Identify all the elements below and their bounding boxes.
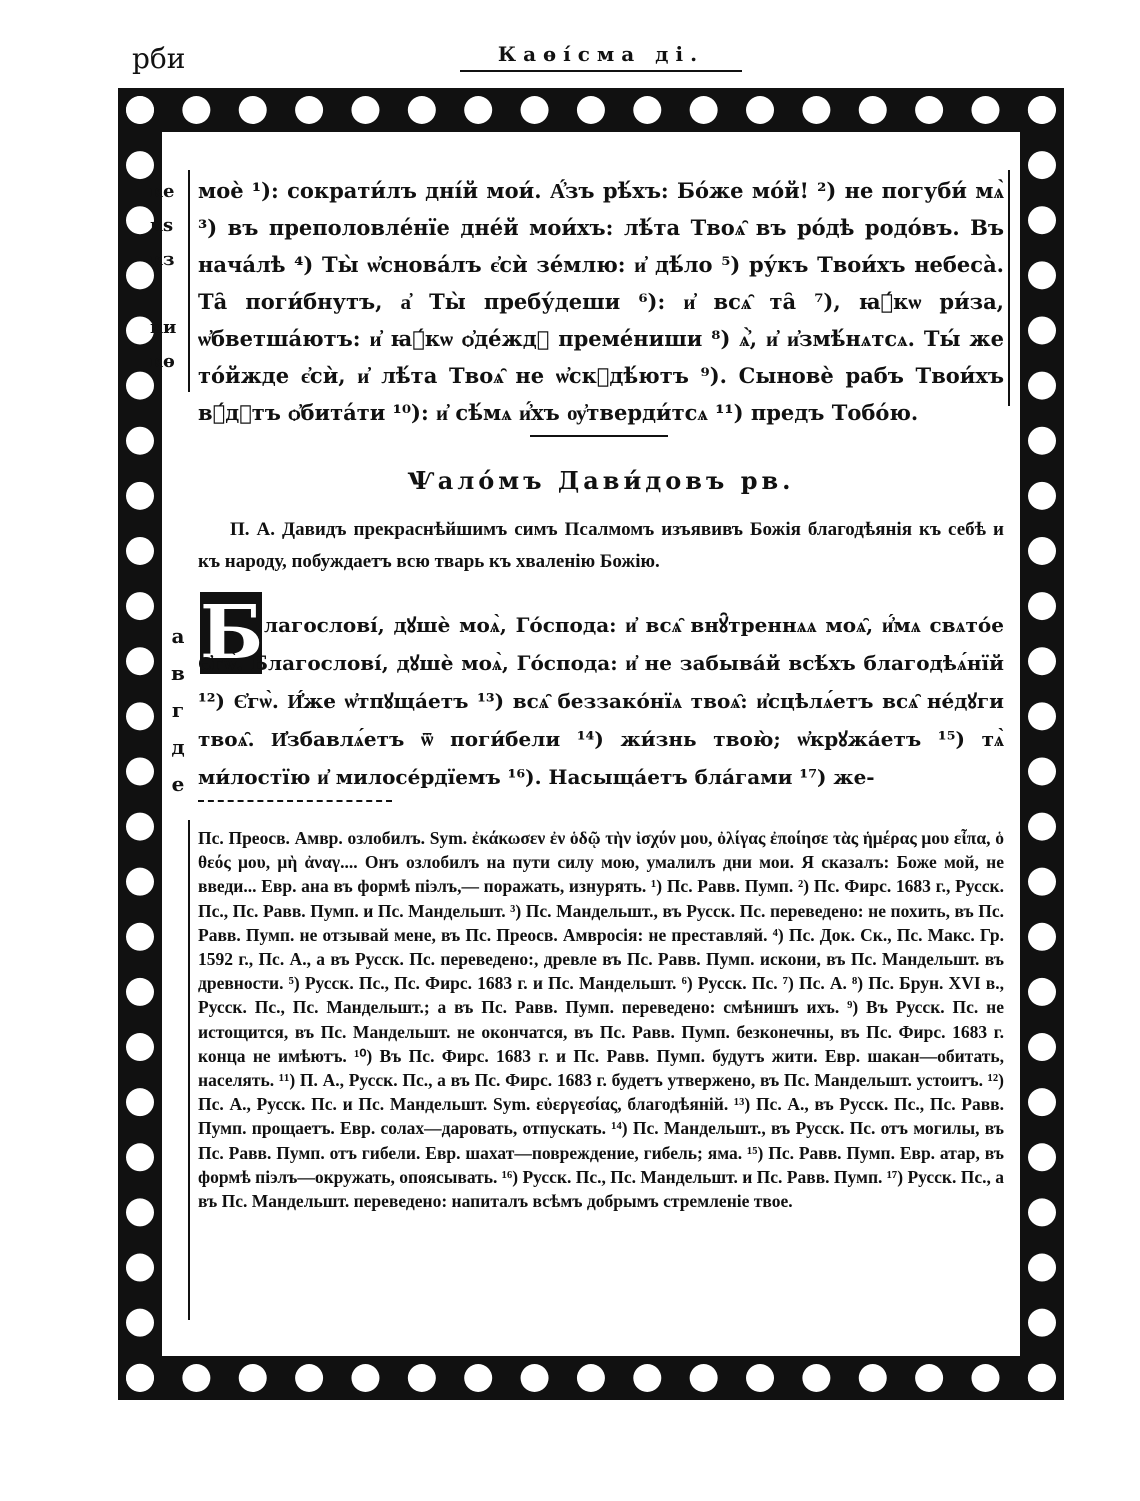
psalm-verses [198, 606, 1004, 796]
verse-number: кѕ [150, 215, 174, 236]
verse-number: кз [150, 249, 175, 270]
psalm-continuation-text: моѐ ¹): сократи́лъ дні́й мои́. А҆́зъ рѣ́хъ: Бо́же мо́й! ²) не погуби́ мѧ̀ ³) въ преполовле́нїе дне́й мои́хъ: лѣ́та Твоѧ̑ въ ро́дѣ родо́въ. Въ нача́лѣ ⁴) Ты̀ ѡ҆снова́лъ є҆сѝ зе́млю: и҆ дѣ́ло ⁵) ру́къ Твои́хъ небеса̀. Та̑ поги́бнутъ, а҆ Ты̀ пребу́деши ⁶): и҆ всѧ̑ та̑ ⁷), ꙗ҆́кѡ ри́за, ѡ҆бветша́ютъ: и҆ ꙗ҆́кѡ ѻ҆де́ждꙋ преме́ниши ⁸) ѧ҆̀, и҆ и҆змѣ́нѧтсѧ. Ты́ же то́йжде є҆сѝ, и҆ лѣ́та Твоѧ̑ не ѡ҆скꙋдѣ́ютъ ⁹). Сыновѐ рабъ Твои́хъ вꙋ́дꙋтъ ѻ҆бита́ти ¹⁰): и҆ сѣ́мѧ и҆́хъ ѹ҆тверди́тсѧ ¹¹) предъ Тобо́ю. [198, 178, 1004, 425]
psalm-continuation [198, 172, 1004, 431]
section-divider [530, 435, 668, 437]
verse-number: е [171, 772, 185, 796]
footnote-rule [198, 800, 392, 802]
verse-number: д [171, 735, 185, 759]
drop-cap-initial: Б [200, 590, 264, 676]
verse-number: кѳ [150, 351, 175, 372]
footnotes-text: Пс. Преосв. Амвр. озлобилъ. Sym. ἐκάκωσεν ἐν ὁδῷ τὴν ἰσχύν μου, ὀλίγας ἐποίησε τὰς ἡμέρας μου εἶπα, ὁ θεός μου, μὴ ἀναγ.... Онъ озлобилъ на пути силу мою, умалилъ дни мои. Я сказалъ: Боже мой, не введи... Евр. ана въ формѣ піэлъ,— поражать, изнурять. ¹) Пс. Равв. Пумп. ²) Пс. Фирс. 1683 г., Русск. Пс., Пс. Равв. Пумп. и Пс. Мандельшт. ³) Пс. Мандельшт., въ Русск. Пс. переведено: не похить, въ Пс. Равв. Пумп. не отзывай мене, въ Пс. Преосв. Амвросія: не преставляй. ⁴) Пс. Док. Ск., Пс. Макс. Гр. 1592 г., Пс. А., а въ Русск. Пс. переведено:, древле въ Пс. Равв. Пумп. искони, въ Пс. Мандельшт. въ древности. ⁵) Русск. Пс., Пс. Фирс. 1683 г. и Пс. Мандельшт. ⁶) Русск. Пс. ⁷) Пс. А. ⁸) Пс. Брун. XVI в., Русск. Пс., Пс. Мандельшт.; а въ Пс. Равв. Пумп. переведено: смѣнишъ ихъ. ⁹) Въ Русск. Пс. не истощится, въ Пс. Мандельшт. не окончатся, въ Пс. Равв. Пумп. безконечны, въ Пс. Фирс. 1683 г. конца не имѣютъ. ¹⁰) Въ Пс. Фирс. 1683 г. и Пс. Равв. Пумп. будутъ жити. Евр. шакан—обитать, населять. ¹¹) П. А., Русск. Пс., а въ Пс. Фирс. 1683 г. будетъ утвержено, въ Пс. Мандельшт. устоитъ. ¹²) Пс. А., Русск. Пс. и Пс. Мандельшт. Sym. εὐεργεσίας, благодѣяній. ¹³) Пс. А., въ Русск. Пс., Пс. Равв. Пумп. прощаетъ. Евр. солах—даровать, отпускать. ¹⁴) Пс. Мандельшт., въ Русск. Пс. отъ могилы, въ Пс. Равв. Пумп. отъ гибели. Евр. шахат—повреждение, гибель; яма. ¹⁵) Пс. Равв. Пумп. Евр. атар, въ формѣ піэлъ—окружать, опоясывать. ¹⁶) Русск. Пс., Пс. Мандельшт. и Пс. Равв. Пумп. ¹⁷) Русск. Пс., а въ Пс. Мандельшт. переведено: напиталъ всѣмъ добрымъ стремленіе твое. [198, 828, 1004, 1212]
psalm-verses-text: лагослові́, дꙋшѐ моѧ̀, Го́спода: и҆ всѧ̑ внꙋ̑треннѧѧ моѧ̑, и҆́мѧ свѧто́е Є҆гѡ̀. Благослові́, дꙋшѐ моѧ̀, Го́спода: и҆ не забыва́й всѣ́хъ благодѣѧ́нїй ¹²) Є҆гѡ̀. И҆́же ѡ҆тпꙋща́етъ ¹³) всѧ̑ беззако́нїѧ твоѧ̑: и҆сцѣлѧ́етъ всѧ̑ не́дꙋги твоѧ̑. И҆збавлѧ́етъ ѿ поги́бели ¹⁴) жи́знь твою̀; ѡ҆крꙋжа́етъ ¹⁵) тѧ̀ ми́лостїю и҆ милосе́рдїемъ ¹⁶). Насыща́етъ бла́гами ¹⁷) же- [198, 613, 1004, 789]
verse-numbers-top [150, 175, 190, 379]
psalm-title: Ѱало́мъ Дави́довъ рв. [407, 466, 795, 495]
verse-number: а [171, 624, 185, 648]
verse-number: ки [150, 317, 177, 338]
running-title: Каѳі́сма ді. [497, 42, 705, 66]
verse-number: г [171, 698, 185, 722]
verse-numbers-bottom [168, 618, 188, 803]
psalm-argument [198, 514, 1004, 578]
right-column-rule [1008, 170, 1010, 406]
footnote-column-rule [188, 820, 190, 1320]
running-title-rule [460, 70, 742, 72]
psalm-argument-text: П. А. Давидъ прекраснѣйшимъ симъ Псалмомъ изъявивъ Божія благодѣянія къ себѣ и къ народу, побуждаетъ всю тварь къ хваленію Божію. [198, 519, 1004, 572]
footnotes [198, 826, 1004, 1213]
verse-number: в [171, 661, 185, 685]
page-number: рби [132, 42, 186, 75]
verse-number: ке [150, 181, 175, 202]
